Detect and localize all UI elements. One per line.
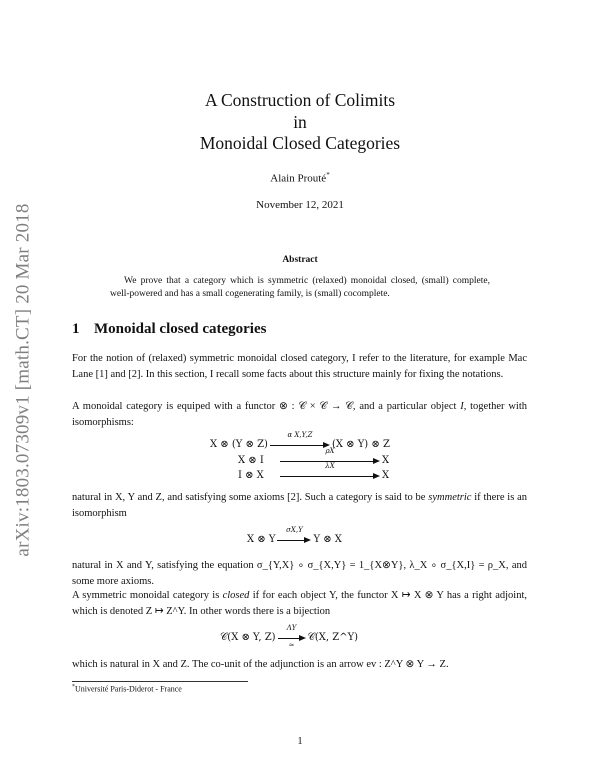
assoc-right: (X ⊗ Y) ⊗ Z xyxy=(331,439,390,450)
footnote-rule xyxy=(72,681,248,682)
equation-adjunction xyxy=(220,623,359,649)
paragraph-5-text-a: A symmetric monoidal category is xyxy=(72,590,223,601)
adj-label: ΛY xyxy=(286,623,297,632)
abstract-text: We prove that a category which is symmetric (relaxed) monoidal closed, (small) complete, well-powered and has a small cogenerating family, is (small) cocomplete. xyxy=(110,276,490,299)
paragraph-5-emphasis: closed xyxy=(222,590,250,601)
sym-arrow xyxy=(277,525,311,545)
paragraph-2-object-i: I xyxy=(460,401,464,412)
assoc-label: α X,Y,Z xyxy=(287,430,313,439)
paragraph-2-text-a: A monoidal category is equiped with a functor ⊗ : 𝒞 × 𝒞 → 𝒞, and a particular object xyxy=(72,401,461,412)
title-line-2: in xyxy=(293,112,307,132)
lunit-left: I ⊗ X xyxy=(238,470,264,481)
page-number: 1 xyxy=(297,736,303,747)
paragraph-3-text-c: if there is an isomorphism xyxy=(72,492,528,519)
sym-right: Y ⊗ X xyxy=(313,534,342,545)
paragraph-2-text-c: , together with isomorphisms: xyxy=(72,401,527,428)
paragraph-3-text-a: natural in X, Y and Z, and satisfying some axioms [2]. Such a category is said to be xyxy=(72,492,429,503)
lunit-right: X xyxy=(382,470,390,481)
footnote xyxy=(72,684,182,694)
section-number: 1 xyxy=(72,321,80,337)
date: November 12, 2021 xyxy=(256,199,344,211)
equation-left-unitor xyxy=(238,461,390,481)
section-heading xyxy=(72,321,266,338)
abstract-heading: Abstract xyxy=(282,255,318,265)
paragraph-3 xyxy=(72,490,527,521)
author-name: Alain Prouté xyxy=(270,172,327,185)
title-line-3: Monoidal Closed Categories xyxy=(199,133,401,153)
equation-symmetry xyxy=(247,525,342,545)
sym-label: σX,Y xyxy=(286,525,303,534)
assoc-left: X ⊗ (Y ⊗ Z) xyxy=(210,439,268,450)
arxiv-stamp-text: arXiv:1803.07309v1 [math.CT] 20 Mar 2018 xyxy=(13,203,34,557)
paragraph-2 xyxy=(72,399,527,430)
lunit-arrow xyxy=(280,461,380,481)
author xyxy=(90,171,510,185)
title-line-1: A Construction of Colimits xyxy=(204,90,396,110)
runit-left: X ⊗ I xyxy=(238,455,264,466)
adj-arrow xyxy=(278,623,306,649)
adj-label-below: ≃ xyxy=(288,640,295,649)
paragraph-5 xyxy=(72,588,527,619)
adj-left: 𝒞(X ⊗ Y, Z) xyxy=(220,632,276,643)
footnote-mark: * xyxy=(72,684,75,690)
author-footnote-mark: * xyxy=(326,171,330,179)
section-title: Monoidal closed categories xyxy=(94,321,267,337)
paragraph-3-emphasis: symmetric xyxy=(428,492,472,503)
lunit-label: λX xyxy=(325,461,335,470)
runit-right: X xyxy=(382,455,390,466)
footnote-text: Université Paris-Diderot - France xyxy=(75,684,182,694)
runit-label: ρX xyxy=(325,446,335,455)
arxiv-stamp xyxy=(6,190,42,570)
sym-left: X ⊗ Y xyxy=(247,534,276,545)
paragraph-1: For the notion of (relaxed) symmetric monoidal closed category, I refer to the literature, for example Mac Lane [1] and [2]. In this section, I recall some facts about this structure mainly for fixing the notations. xyxy=(72,353,527,380)
paragraph-6: which is natural in X and Z. The co-unit of the adjunction is an arrow ev : Z^Y ⊗ Y → Z. xyxy=(72,659,449,670)
paragraph-4: natural in X and Y, satisfying the equation σ_{Y,X} ∘ σ_{X,Y} = 1_{X⊗Y}, λ_X ∘ σ_{X,I} = ρ_X, and some more axioms. xyxy=(72,560,527,587)
paragraph-5-text-c: if for each object Y, the functor X ↦ X ⊗ Y has a right adjoint, which is denoted Z ↦ Z^Y. In other words there is a bijection xyxy=(72,590,527,617)
adj-right: 𝒞(X, Z^Y) xyxy=(307,632,359,643)
